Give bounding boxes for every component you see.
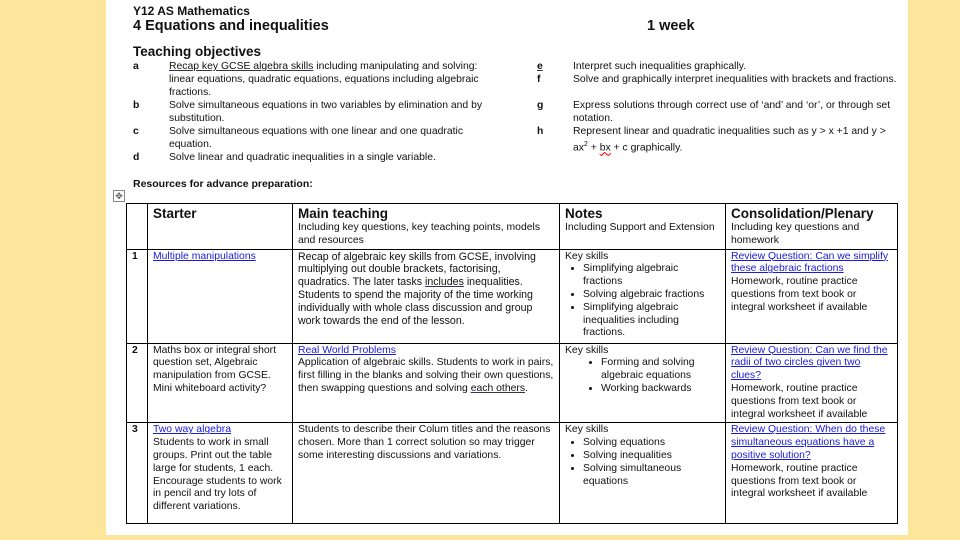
resources-label: Resources for advance preparation: bbox=[133, 178, 313, 190]
starter-link[interactable]: Multiple manipulations bbox=[153, 250, 256, 262]
notes-cell: Key skills • Simplifying algebraic fractions • Solving algebraic fractions • Simplifying algebraic inequalities including fractions. bbox=[560, 249, 726, 343]
main-cell: Students to describe their Colum titles and the reasons chosen. More than 1 correct solution so may trigger some interesting discussions and variations. bbox=[293, 423, 560, 524]
main-cell: Recap of algebraic key skills from GCSE, involving multiplying out double brackets, factorising, quadratics. The later tasks includes inequalities. Students to spend the majority of the time working individually with whole class discussion and group work towards the end of the lesson. bbox=[293, 249, 560, 343]
list-item: • Simplifying algebraic fractions bbox=[583, 263, 720, 289]
list-item: • Solving algebraic fractions bbox=[583, 289, 720, 302]
lesson-plan-table bbox=[126, 203, 898, 524]
review-question-link[interactable]: Review Question: Can we find the radii of two circles given two clues? bbox=[731, 344, 888, 382]
notes-cell: Key skills • Forming and solving algebraic equations • Working backwards bbox=[560, 343, 726, 423]
main-cell: Real World Problems Application of algebraic skills. Students to work in pairs, first filling in the blanks and solving their own questions, then swapping questions and solving each others. bbox=[293, 343, 560, 423]
table-row: 1 Multiple manipulations Recap of algebraic key skills from GCSE, involving multiplying out double brackets, factorising, quadratics. The later tasks includes inequalities. Students to spend the majority of the time working individually with whole class discussion and group work towards the end of the lesson. Key skills • Simplifying algebraic fractions • Solving algebraic fractions • Simplifying algebraic inequalities including fractions. Review Question: Can we simplify these algebraic fractions Homework, routine practice questions from text book or integral worksheet if available bbox=[127, 249, 898, 343]
objective-a: a Recap key GCSE algebra skills including manipulating and solving: linear equations, quadratic equations, equations including algebraic fractions. bbox=[133, 61, 479, 98]
table-row: 3 Two way algebra Students to work in small groups. Print out the table large for students, 1 each. Encourage students to work in pencil and try lots of different variations. Students to describe their Colum titles and the reasons chosen. More than 1 correct solution so may trigger some interesting discussions and variations. Key skills • Solving equations • Solving inequalities • Solving simultaneous equations Review Question: When do these simultaneous equations have a positive solution? Homework, routine practice questions from text book or integral worksheet if available bbox=[127, 423, 898, 524]
list-item: • Solving simultaneous equations bbox=[583, 463, 720, 489]
review-question-link[interactable]: Review Question: When do these simultaneous equations have a positive solution? bbox=[731, 424, 886, 461]
list-item: • Working backwards bbox=[601, 383, 720, 396]
starter-cell: Two way algebra Students to work in small groups. Print out the table large for students, 1 each. Encourage students to work in pencil and try lots of different variations. bbox=[148, 423, 293, 524]
header-main-teaching: Main teaching Including key questions, key teaching points, models and resources bbox=[293, 204, 560, 250]
header-consolidation: Consolidation/Plenary Including key questions and homework bbox=[726, 204, 898, 250]
objective-link[interactable]: Recap key GCSE algebra skills bbox=[169, 61, 314, 72]
consolidation-cell: Review Question: Can we find the radii of two circles given two clues? Homework, routine practice questions from text book or integral worksheet if available bbox=[726, 343, 898, 423]
notes-cell: Key skills • Solving equations • Solving inequalities • Solving simultaneous equations bbox=[560, 423, 726, 524]
table-move-handle-icon[interactable]: ✥ bbox=[113, 190, 125, 202]
objectives-heading: Teaching objectives bbox=[133, 44, 262, 59]
list-item: • Solving inequalities bbox=[583, 450, 720, 463]
starter-cell bbox=[148, 249, 293, 343]
table-row: 2 Maths box or integral short question set, Algebraic manipulation from GCSE. Mini whiteboard activity? Real World Problems Application of algebraic skills. Students to work in pairs, first filling in the blanks and solving their own questions, then swapping questions and solving each others. Key skills • Forming and solving algebraic equations • Working backwards Review Question: Can we find the radii of two circles given two clues? Homework, routine practice questions from text book or integral worksheet if available bbox=[127, 343, 898, 423]
main-link[interactable]: Real World Problems bbox=[298, 344, 396, 356]
header-starter: Starter bbox=[148, 204, 293, 250]
table-header-row bbox=[127, 204, 898, 250]
list-item: • Forming and solving algebraic equations bbox=[601, 357, 720, 383]
starter-cell: Maths box or integral short question set, Algebraic manipulation from GCSE. Mini whiteboard activity? bbox=[148, 343, 293, 423]
subject-heading: Y12 AS Mathematics bbox=[133, 4, 250, 18]
document-page: Y12 AS Mathematics 4 Equations and inequalities 1 week Teaching objectives a Recap key GCSE algebra skills including manipulating and solving: linear equations, quadratic equations, equations including algebraic fractions. b Solve simultaneous equations in two variables by elimination and by substitution. c Solve simultaneous equations with one linear and one quadratic equation. d Solve linear and quadratic inequalities in a single variable. e Interpret such inequalities graphically. f Solve and graphically interpret inequalities with brackets and fractions. g Express solutions through correct use of ‘and’ and ‘or’, or through set notation. h Represent linear and quadratic inequalities such as y > x +1 and $y > ax^2$ + bx + c graphically. Resources for advance preparation: ✥ Starter Main teaching Including key questions, key teaching points, models and resources Notes Including Support and Extension Consolidation/Plenary Including key questions and homework 1 Multiple manipulations Recap of algebraic key skills from GCSE, involving multiplying out double brackets, factorising, quadratics. The later tasks includes inequalities. Students to spend the majority of the time working individually with whole class discussion and group work towards the end of the lesson. Key skills • Simplifying algebraic fractions • Solving algebraic fractions • Simplifying algebraic inequalities including fractions. Review Question: Can we simplify these algebraic fractions Homework, routine practice questions from text book or integral worksheet if available 2 Maths box or integral short question set, Algebraic manipulation from GCSE. Mini whiteboard activity? Real World Problems Application of algebraic skills. Students to work in pairs, first filling in the blanks and solving their own questions, then swapping questions and solving each others. Key skills • Forming and solving algebraic equations • Working backwards Review Question: Can we find the radii of two circles given two clues? Homework, routine practice questions from text book or integral worksheet if available 3 Two way algebra Students to work in small groups. Print out the table large for students, 1 each. Encourage students to work in pencil and try lots of different variations. Students to describe their Colum titles and the reasons chosen. More than 1 correct solution so may trigger some interesting discussions and variations. Key skills • Solving equations • Solving inequalities • Solving simultaneous equations Review Question: When do these simultaneous equations have a positive solution? Homework, routine practice questions from text book or integral worksheet if available bbox=[106, 0, 908, 535]
list-item: • Simplifying algebraic inequalities including fractions. bbox=[583, 302, 720, 340]
duration: 1 week bbox=[647, 18, 695, 34]
list-item: • Solving equations bbox=[583, 437, 720, 450]
consolidation-cell: Review Question: Can we simplify these algebraic fractions Homework, routine practice questions from text book or integral worksheet if available bbox=[726, 249, 898, 343]
unit-title: 4 Equations and inequalities bbox=[133, 18, 329, 34]
review-question-link[interactable]: Review Question: Can we simplify these algebraic fractions bbox=[731, 250, 889, 275]
starter-link[interactable]: Two way algebra bbox=[153, 424, 231, 436]
consolidation-cell: Review Question: When do these simultaneous equations have a positive solution? Homework, routine practice questions from text book or integral worksheet if available bbox=[726, 423, 898, 524]
header-notes: Notes Including Support and Extension bbox=[560, 204, 726, 250]
